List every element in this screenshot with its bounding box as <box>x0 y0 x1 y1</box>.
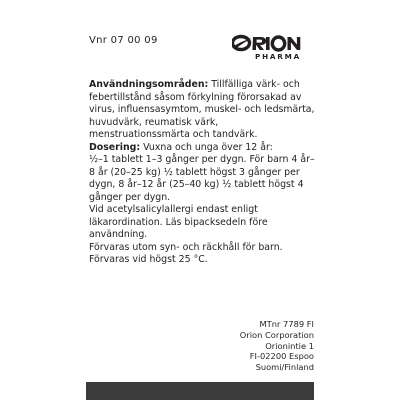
logo-pharma-text: PHARMA <box>255 52 301 60</box>
allergy-warning: Vid acetylsalicylallergi endast enligt läkarordination. Läs bipacksedeln före användning. <box>89 204 268 240</box>
indications-heading: Användningsområden: <box>89 79 209 90</box>
country: Suomi/Finland <box>255 362 314 373</box>
dosage-adults: Vuxna och unga över 12 år: <box>140 141 273 153</box>
dosage-detail: ½–1 tablett 1–3 gånger per dygn. För barn 4 år–8 år (20–25 kg) ½ tablett högst 3 gånger per dygn, 8 år–12 år (25–40 kg) ½ tablett högst 4 gånger per dygn. <box>89 154 315 203</box>
footer-bar <box>86 382 314 400</box>
postal-address: FI-02200 Espoo <box>249 351 314 362</box>
company-name: Orion Corporation <box>239 329 314 340</box>
indications-paragraph <box>89 79 319 142</box>
storage-children: Förvaras utom syn- och räckhåll för barn. <box>89 241 283 253</box>
leaflet-body <box>89 79 319 267</box>
indications-text: Tillfälliga värk- och febertillstånd såsom förkylning förorsakad av virus, influensasymtom, muskel- och ledsmärta, huvudvärk, reumatisk värk, menstruationssmärta och tandvärk. <box>89 79 315 140</box>
dosage-paragraph <box>89 142 319 155</box>
dosage-heading: Dosering: <box>89 141 141 153</box>
street-address: Orionintie 1 <box>265 340 314 351</box>
manufacturer-address <box>240 319 314 373</box>
orion-pharma-logo <box>232 34 314 60</box>
product-number: Vnr 07 00 09 <box>89 35 158 46</box>
mt-number: MTnr 7789 FI <box>259 319 314 329</box>
storage-temperature: Förvaras vid högst 25 °C. <box>89 254 208 265</box>
orion-pharma-logo-graphic <box>232 34 314 60</box>
